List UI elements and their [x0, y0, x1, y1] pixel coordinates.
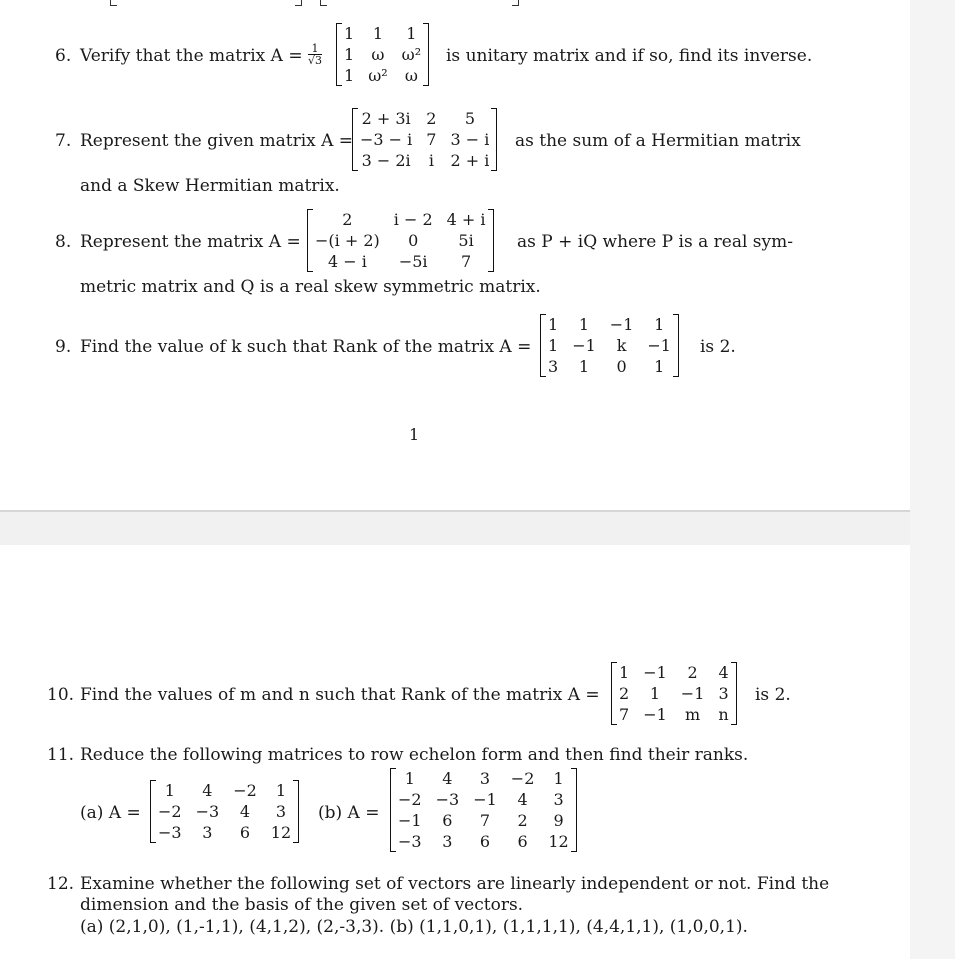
question-7-text-end: as the sum of a Hermitian matrix — [515, 131, 801, 151]
matrix-cell: 6 — [442, 811, 453, 830]
matrix-cell: 1 — [275, 781, 287, 800]
question-9-number: 9. — [55, 337, 72, 357]
matrix-cell: −1 — [609, 315, 634, 334]
matrix-cell: 9 — [553, 811, 564, 830]
matrix-cell: 1 — [578, 357, 590, 376]
matrix-cell: 12 — [548, 832, 569, 851]
document-page-2 — [0, 545, 910, 959]
matrix-cell: −2 — [398, 790, 422, 809]
page-edge-mark — [320, 0, 327, 6]
question-9-text: Find the value of k such that Rank of the matrix A = — [80, 337, 532, 357]
matrix-cell: 1 — [344, 24, 355, 43]
matrix-cell: 1 — [404, 769, 415, 788]
matrix-cell: 3 — [479, 769, 491, 788]
matrix-cell: 1 — [548, 315, 559, 334]
matrix-cell: 1 — [372, 24, 384, 43]
matrix-cell: 3 − 2i — [361, 151, 411, 170]
matrix-cell: k — [616, 336, 627, 355]
matrix-cell: 1 — [553, 769, 564, 788]
matrix-cell: 3 — [548, 357, 559, 376]
matrix-cell: 3 — [442, 832, 453, 851]
matrix-cell: 6 — [517, 832, 528, 851]
matrix-q11-b — [390, 768, 577, 852]
fraction-one-over-root-three: $\frac{1}{√3}$ — [308, 42, 323, 67]
page-edge-mark — [512, 0, 519, 6]
matrix-cell: 2 + i — [450, 151, 490, 170]
matrix-cell: −2 — [158, 802, 182, 821]
matrix-cell: −3 − i — [360, 130, 413, 149]
matrix-cell: 5 — [464, 109, 475, 128]
page-separator — [0, 510, 910, 547]
matrix-cell: 2 — [426, 109, 437, 128]
page-edge-mark — [110, 0, 117, 6]
question-8-number: 8. — [55, 232, 72, 252]
matrix-q11-a — [150, 780, 299, 843]
matrix-cell: −3 — [195, 802, 220, 821]
matrix-cell: −3 — [435, 790, 460, 809]
matrix-cell: 3 — [553, 790, 564, 809]
matrix-row — [541, 314, 678, 335]
question-7-text: Represent the given matrix A = — [80, 131, 354, 151]
matrix-cell: −1 — [643, 663, 667, 682]
matrix-b-label: (b) A = — [318, 803, 380, 823]
matrix-row — [391, 810, 576, 831]
matrix-cell: 7 — [460, 252, 472, 271]
question-12-text-line3: (a) (2,1,0), (1,-1,1), (4,1,2), (2,-3,3). (b) (1,1,0,1), (1,1,1,1), (4,4,1,1), (1,0,0,1). — [80, 917, 748, 937]
matrix-q9 — [540, 314, 679, 377]
page-edge-mark — [295, 0, 302, 6]
matrix-row — [353, 108, 496, 129]
matrix-cell: 6 — [239, 823, 251, 842]
matrix-cell: m — [684, 705, 701, 724]
matrix-cell: −1 — [572, 336, 596, 355]
matrix-cell: 0 — [616, 357, 627, 376]
question-6-number: 6. — [55, 46, 72, 66]
matrix-row — [391, 831, 576, 852]
matrix-row — [308, 251, 493, 272]
matrix-q7 — [352, 108, 497, 171]
question-8-text: Represent the matrix A = — [80, 232, 301, 252]
matrix-cell: ω — [371, 45, 385, 64]
question-12-number: 12. — [47, 874, 75, 894]
matrix-cell: 1 — [619, 663, 630, 682]
matrix-cell: 4 − i — [327, 252, 367, 271]
page-number: 1 — [409, 425, 420, 444]
matrix-cell: −5i — [398, 252, 428, 271]
question-11-number: 11. — [47, 745, 75, 765]
matrix-cell: −1 — [643, 705, 667, 724]
matrix-cell: 1 — [164, 781, 175, 800]
matrix-row — [337, 44, 428, 65]
matrix-cell: 2 + 3i — [361, 109, 411, 128]
matrix-cell: 7 — [426, 130, 437, 149]
question-8-text-end: as P + iQ where P is a real sym- — [517, 232, 793, 252]
question-9-text-end: is 2. — [700, 337, 736, 357]
matrix-cell: 3 — [202, 823, 213, 842]
question-10-text: Find the values of m and n such that Rank of the matrix A = — [80, 685, 600, 705]
matrix-cell: 1 — [344, 66, 355, 85]
question-8-text-line2: metric matrix and Q is a real skew symmetric matrix. — [80, 277, 541, 297]
matrix-cell: 4 — [442, 769, 453, 788]
matrix-cell: −2 — [510, 769, 535, 788]
matrix-cell: −3 — [158, 823, 182, 842]
matrix-row — [541, 356, 678, 377]
matrix-cell: 7 — [479, 811, 491, 830]
question-6-text: Verify that the matrix A = — [80, 46, 303, 66]
question-10-number: 10. — [47, 685, 75, 705]
matrix-row — [308, 230, 493, 251]
matrix-cell: ω — [404, 66, 418, 85]
matrix-cell: 1 — [654, 315, 665, 334]
matrix-cell: 1 — [406, 24, 417, 43]
matrix-cell: 4 — [718, 663, 729, 682]
question-6-text-end: is unitary matrix and if so, find its inverse. — [446, 46, 813, 66]
matrix-cell: 5i — [458, 231, 474, 250]
matrix-cell: ω² — [401, 45, 422, 64]
matrix-cell: −1 — [647, 336, 671, 355]
matrix-cell: 1 — [578, 315, 590, 334]
question-7-number: 7. — [55, 131, 72, 151]
matrix-q8 — [307, 209, 494, 272]
matrix-cell: 1 — [344, 45, 355, 64]
matrix-row — [612, 662, 736, 683]
matrix-row — [541, 335, 678, 356]
matrix-cell: 0 — [408, 231, 419, 250]
matrix-cell: 2 — [619, 684, 630, 703]
matrix-cell: 3 — [275, 802, 287, 821]
matrix-row — [612, 683, 736, 704]
matrix-cell: −1 — [473, 790, 497, 809]
matrix-cell: 12 — [270, 823, 292, 842]
question-7-text-line2: and a Skew Hermitian matrix. — [80, 176, 340, 196]
matrix-cell: i − 2 — [393, 210, 433, 229]
matrix-q10 — [611, 662, 737, 725]
matrix-row — [308, 209, 493, 230]
matrix-cell: 4 + i — [446, 210, 486, 229]
matrix-row — [391, 768, 576, 789]
matrix-cell: 2 — [517, 811, 528, 830]
matrix-cell: −(i + 2) — [315, 231, 380, 250]
matrix-row — [612, 704, 736, 725]
matrix-a-label: (a) A = — [80, 803, 141, 823]
matrix-row — [391, 789, 576, 810]
question-12-text-line1: Examine whether the following set of vectors are linearly independent or not. Find the — [80, 874, 830, 894]
matrix-q6 — [336, 23, 429, 86]
matrix-cell: 7 — [619, 705, 630, 724]
matrix-cell: n — [718, 705, 729, 724]
question-12-text-line2: dimension and the basis of the given set of vectors. — [80, 895, 524, 915]
question-10-text-end: is 2. — [755, 685, 791, 705]
matrix-cell: 2 — [687, 663, 698, 682]
matrix-cell: ω² — [368, 66, 388, 85]
matrix-row — [353, 129, 496, 150]
viewer-background-strip — [910, 0, 955, 959]
matrix-row — [337, 65, 428, 86]
matrix-row — [353, 150, 496, 171]
matrix-cell: 1 — [649, 684, 661, 703]
question-11-text: Reduce the following matrices to row echelon form and then find their ranks. — [80, 745, 749, 765]
matrix-cell: 6 — [479, 832, 491, 851]
matrix-cell: 2 — [342, 210, 353, 229]
matrix-cell: 3 — [718, 684, 729, 703]
matrix-cell: 4 — [202, 781, 213, 800]
matrix-row — [151, 780, 298, 801]
matrix-cell: 1 — [654, 357, 665, 376]
matrix-cell: 3 − i — [450, 130, 490, 149]
matrix-cell: i — [428, 151, 434, 170]
matrix-cell: 4 — [239, 802, 251, 821]
matrix-cell: 4 — [517, 790, 528, 809]
matrix-cell: −2 — [233, 781, 257, 800]
matrix-row — [151, 822, 298, 843]
matrix-cell: 1 — [548, 336, 559, 355]
matrix-row — [337, 23, 428, 44]
matrix-cell: −1 — [398, 811, 422, 830]
matrix-cell: −1 — [680, 684, 705, 703]
matrix-row — [151, 801, 298, 822]
matrix-cell: −3 — [398, 832, 422, 851]
